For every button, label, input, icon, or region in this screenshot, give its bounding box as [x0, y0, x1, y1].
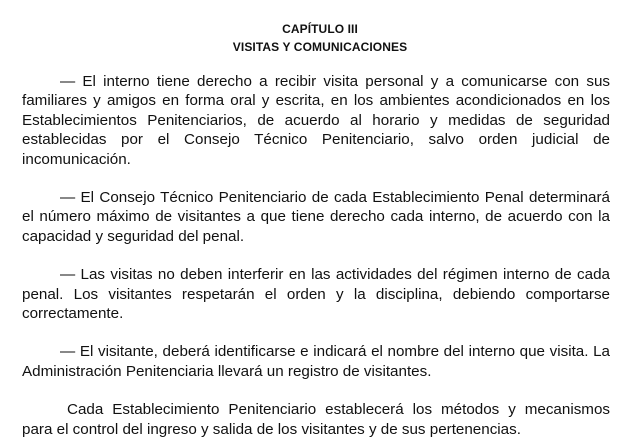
section-heading: VISITAS Y COMUNICACIONES [232, 40, 408, 54]
chapter-heading: CAPÍTULO III [282, 22, 358, 36]
paragraph-max-visitors: — El Consejo Técnico Penitenciario de cada Establecimiento Penal determinará el número máximo de visitantes a que tiene derecho cada interno, de acuerdo con la capacidad y seguridad del penal. [22, 189, 610, 245]
paragraph-visit-conduct: — Las visitas no deben interferir en las actividades del régimen interno de cada penal. Los visitantes respetarán el orden y la disciplina, debiendo comportarse correctamente. [22, 266, 610, 323]
document-body [22, 72, 610, 439]
paragraph-visitor-identification: — El visitante, deberá identificarse e indicará el nombre del interno que visita. La Administración Penitenciaria llevará un registro de visitantes. [22, 343, 610, 380]
paragraph-visit-right: — El interno tiene derecho a recibir visita personal y a comunicarse con sus familiares y amigos en forma oral y escrita, en los ambientes acondicionados en los Establecimientos Penitenciarios, de acuerdo al horario y medidas de seguridad establecidas por el Consejo Técnico Penitenciario, salvo orden judicial de incomunicación. [22, 73, 610, 168]
paragraph-entry-control: Cada Establecimiento Penitenciario establecerá los métodos y mecanismos para el control del ingreso y salida de los visitantes y de sus pertenencias. [22, 401, 610, 438]
